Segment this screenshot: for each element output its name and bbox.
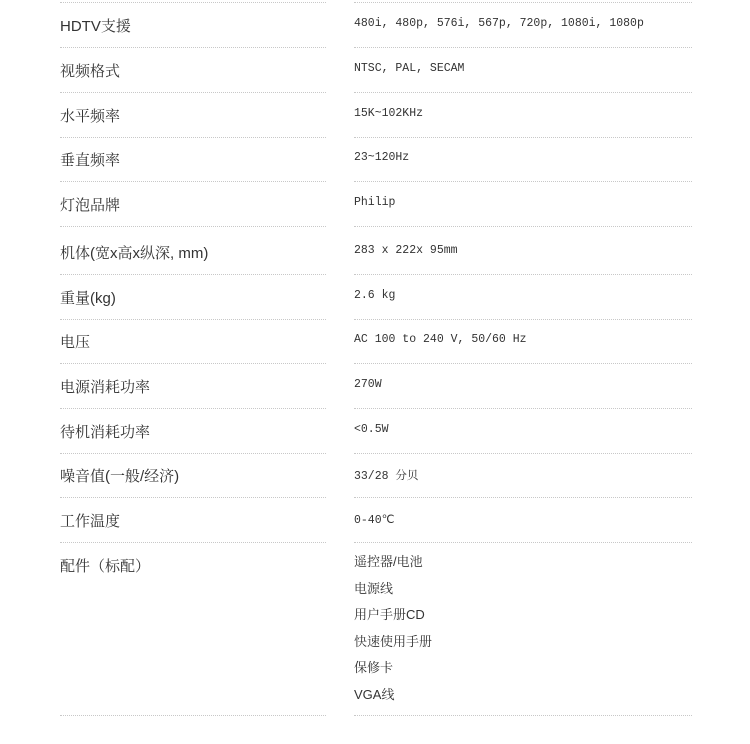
- row-divider: [60, 2, 326, 3]
- row-divider: [60, 363, 326, 364]
- spec-value-noise: 33/28 分贝: [354, 470, 419, 483]
- accessories-list: [354, 549, 432, 708]
- spec-label-dimensions: 机体(宽x高x纵深, mm): [60, 245, 209, 262]
- row-divider: [60, 226, 326, 227]
- spec-value-weight: 2.6 kg: [354, 289, 396, 302]
- accessory-item: 用户手册CD: [354, 607, 425, 622]
- row-divider: [354, 715, 692, 716]
- row-divider: [60, 137, 326, 138]
- spec-value-dimensions: 283 x 222x 95mm: [354, 244, 458, 257]
- spec-label-video-format: 视频格式: [60, 63, 121, 80]
- spec-value-standby-power: <0.5W: [354, 423, 389, 436]
- row-divider: [60, 92, 326, 93]
- spec-label-operating-temp: 工作温度: [60, 513, 121, 530]
- row-divider: [354, 319, 692, 320]
- spec-value-horizontal-freq: 15K~102KHz: [354, 107, 424, 120]
- spec-label-voltage: 电压: [60, 334, 91, 351]
- row-divider: [354, 363, 692, 364]
- spec-label-horizontal-freq: 水平频率: [60, 108, 121, 125]
- spec-value-operating-temp: 0-40℃: [354, 514, 395, 527]
- spec-value-lamp-brand: Philip: [354, 196, 396, 209]
- row-divider: [354, 408, 692, 409]
- row-divider: [354, 137, 692, 138]
- spec-value-vertical-freq: 23~120Hz: [354, 151, 410, 164]
- accessory-item: VGA线: [354, 686, 395, 702]
- spec-label-hdtv: HDTV支援: [60, 18, 131, 35]
- row-divider: [354, 497, 692, 498]
- row-divider: [354, 181, 692, 182]
- spec-label-standby-power: 待机消耗功率: [60, 424, 151, 441]
- row-divider: [354, 274, 692, 275]
- row-divider: [354, 542, 692, 543]
- row-divider: [354, 92, 692, 93]
- row-divider: [60, 453, 326, 454]
- accessory-item: 快速使用手册: [354, 633, 433, 649]
- spec-label-accessories: 配件（标配）: [60, 558, 151, 575]
- row-divider: [354, 2, 692, 3]
- row-divider: [60, 408, 326, 409]
- spec-label-lamp-brand: 灯泡品牌: [60, 197, 121, 214]
- spec-value-power-consumption: 270W: [354, 378, 382, 391]
- spec-label-vertical-freq: 垂直频率: [60, 152, 121, 169]
- spec-label-power-consumption: 电源消耗功率: [60, 379, 151, 396]
- row-divider: [60, 274, 326, 275]
- row-divider: [60, 542, 326, 543]
- row-divider: [60, 715, 326, 716]
- spec-value-voltage: AC 100 to 240 V, 50/60 Hz: [354, 333, 527, 346]
- spec-value-video-format: NTSC, PAL, SECAM: [354, 62, 465, 75]
- spec-label-noise: 噪音值(一般/经济): [60, 468, 180, 485]
- row-divider: [60, 319, 326, 320]
- row-divider: [354, 226, 692, 227]
- row-divider: [60, 47, 326, 48]
- spec-label-weight: 重量(kg): [60, 290, 116, 307]
- accessory-item: 遥控器/电池: [354, 554, 423, 569]
- row-divider: [354, 453, 692, 454]
- row-divider: [354, 47, 692, 48]
- accessory-item: 保修卡: [354, 660, 394, 675]
- spec-value-hdtv: 480i, 480p, 576i, 567p, 720p, 1080i, 1080p: [354, 17, 644, 30]
- row-divider: [60, 497, 326, 498]
- accessory-item: 电源线: [354, 580, 394, 596]
- row-divider: [60, 181, 326, 182]
